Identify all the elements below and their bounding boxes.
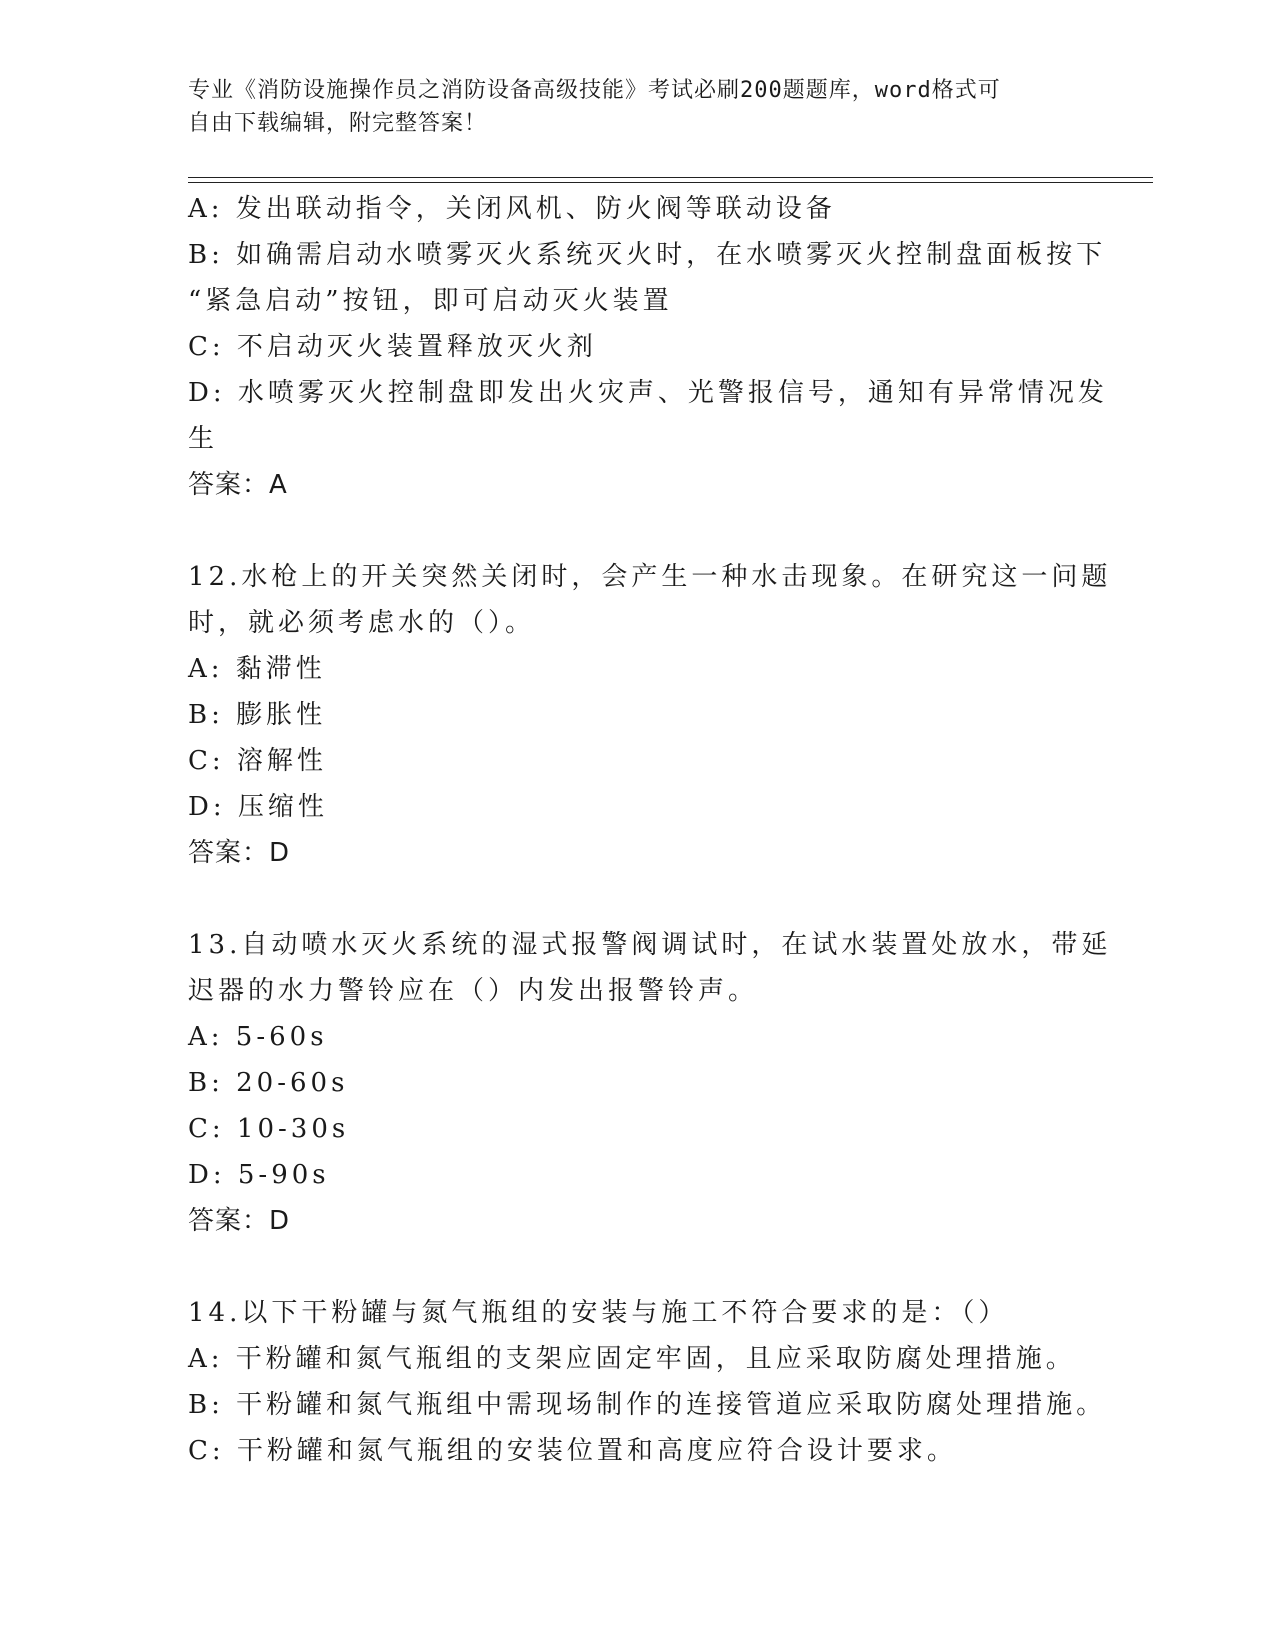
spacer [188, 508, 1088, 554]
question-13 [188, 922, 1112, 1244]
question-12 [188, 554, 1112, 876]
option-c: C: 10-30s [188, 1114, 350, 1144]
option-c: C: 溶解性 [188, 746, 327, 776]
question-11 [188, 186, 1108, 508]
option-d: D: 水喷雾灭火控制盘即发出火灾声、光警报信号，通知有异常情况发 [188, 378, 1108, 408]
option-d: D: 压缩性 [188, 792, 328, 822]
answer: 答案：A [188, 470, 288, 500]
option-a: A: 黏滞性 [188, 654, 326, 684]
option-b: B: 膨胀性 [188, 700, 327, 730]
option-b: B: 20-60s [188, 1068, 349, 1098]
option-a: A: 5-60s [188, 1022, 328, 1052]
option-d-continued: 生 [188, 424, 219, 454]
question-stem: 12.水枪上的开关突然关闭时，会产生一种水击现象。在研究这一问题 [188, 562, 1112, 592]
option-a: A: 干粉罐和氮气瓶组的支架应固定牢固，且应采取防腐处理措施。 [188, 1344, 1076, 1374]
spacer [188, 876, 1088, 922]
answer: 答案：D [188, 838, 291, 868]
question-list [188, 186, 1112, 1474]
option-a: A: 发出联动指令，关闭风机、防火阀等联动设备 [188, 194, 836, 224]
header-line-1: 专业《消防设施操作员之消防设备高级技能》考试必刷200题题库，word格式可 [188, 78, 1001, 103]
option-b-continued: “紧急启动”按钮，即可启动灭火装置 [188, 286, 673, 316]
question-stem: 14.以下干粉罐与氮气瓶组的安装与施工不符合要求的是：（） [188, 1298, 1009, 1328]
option-b: B: 干粉罐和氮气瓶组中需现场制作的连接管道应采取防腐处理措施。 [188, 1390, 1107, 1420]
page-header [188, 74, 1068, 140]
header-divider-bottom [188, 182, 1153, 183]
option-b: B: 如确需启动水喷雾灭火系统灭火时，在水喷雾灭火控制盘面板按下 [188, 240, 1107, 270]
question-stem-continued: 迟器的水力警铃应在（）内发出报警铃声。 [188, 976, 759, 1006]
option-d: D: 5-90s [188, 1160, 330, 1190]
option-c: C: 干粉罐和氮气瓶组的安装位置和高度应符合设计要求。 [188, 1436, 957, 1466]
question-stem-continued: 时，就必须考虑水的（）。 [188, 608, 536, 638]
answer: 答案：D [188, 1206, 291, 1236]
question-stem: 13.自动喷水灭火系统的湿式报警阀调试时，在试水装置处放水，带延 [188, 930, 1112, 960]
spacer [188, 1244, 1088, 1290]
question-14 [188, 1290, 1107, 1474]
option-c: C: 不启动灭火装置释放灭火剂 [188, 332, 597, 362]
header-line-2: 自由下载编辑，附完整答案！ [188, 111, 488, 136]
header-divider-top [188, 177, 1153, 178]
